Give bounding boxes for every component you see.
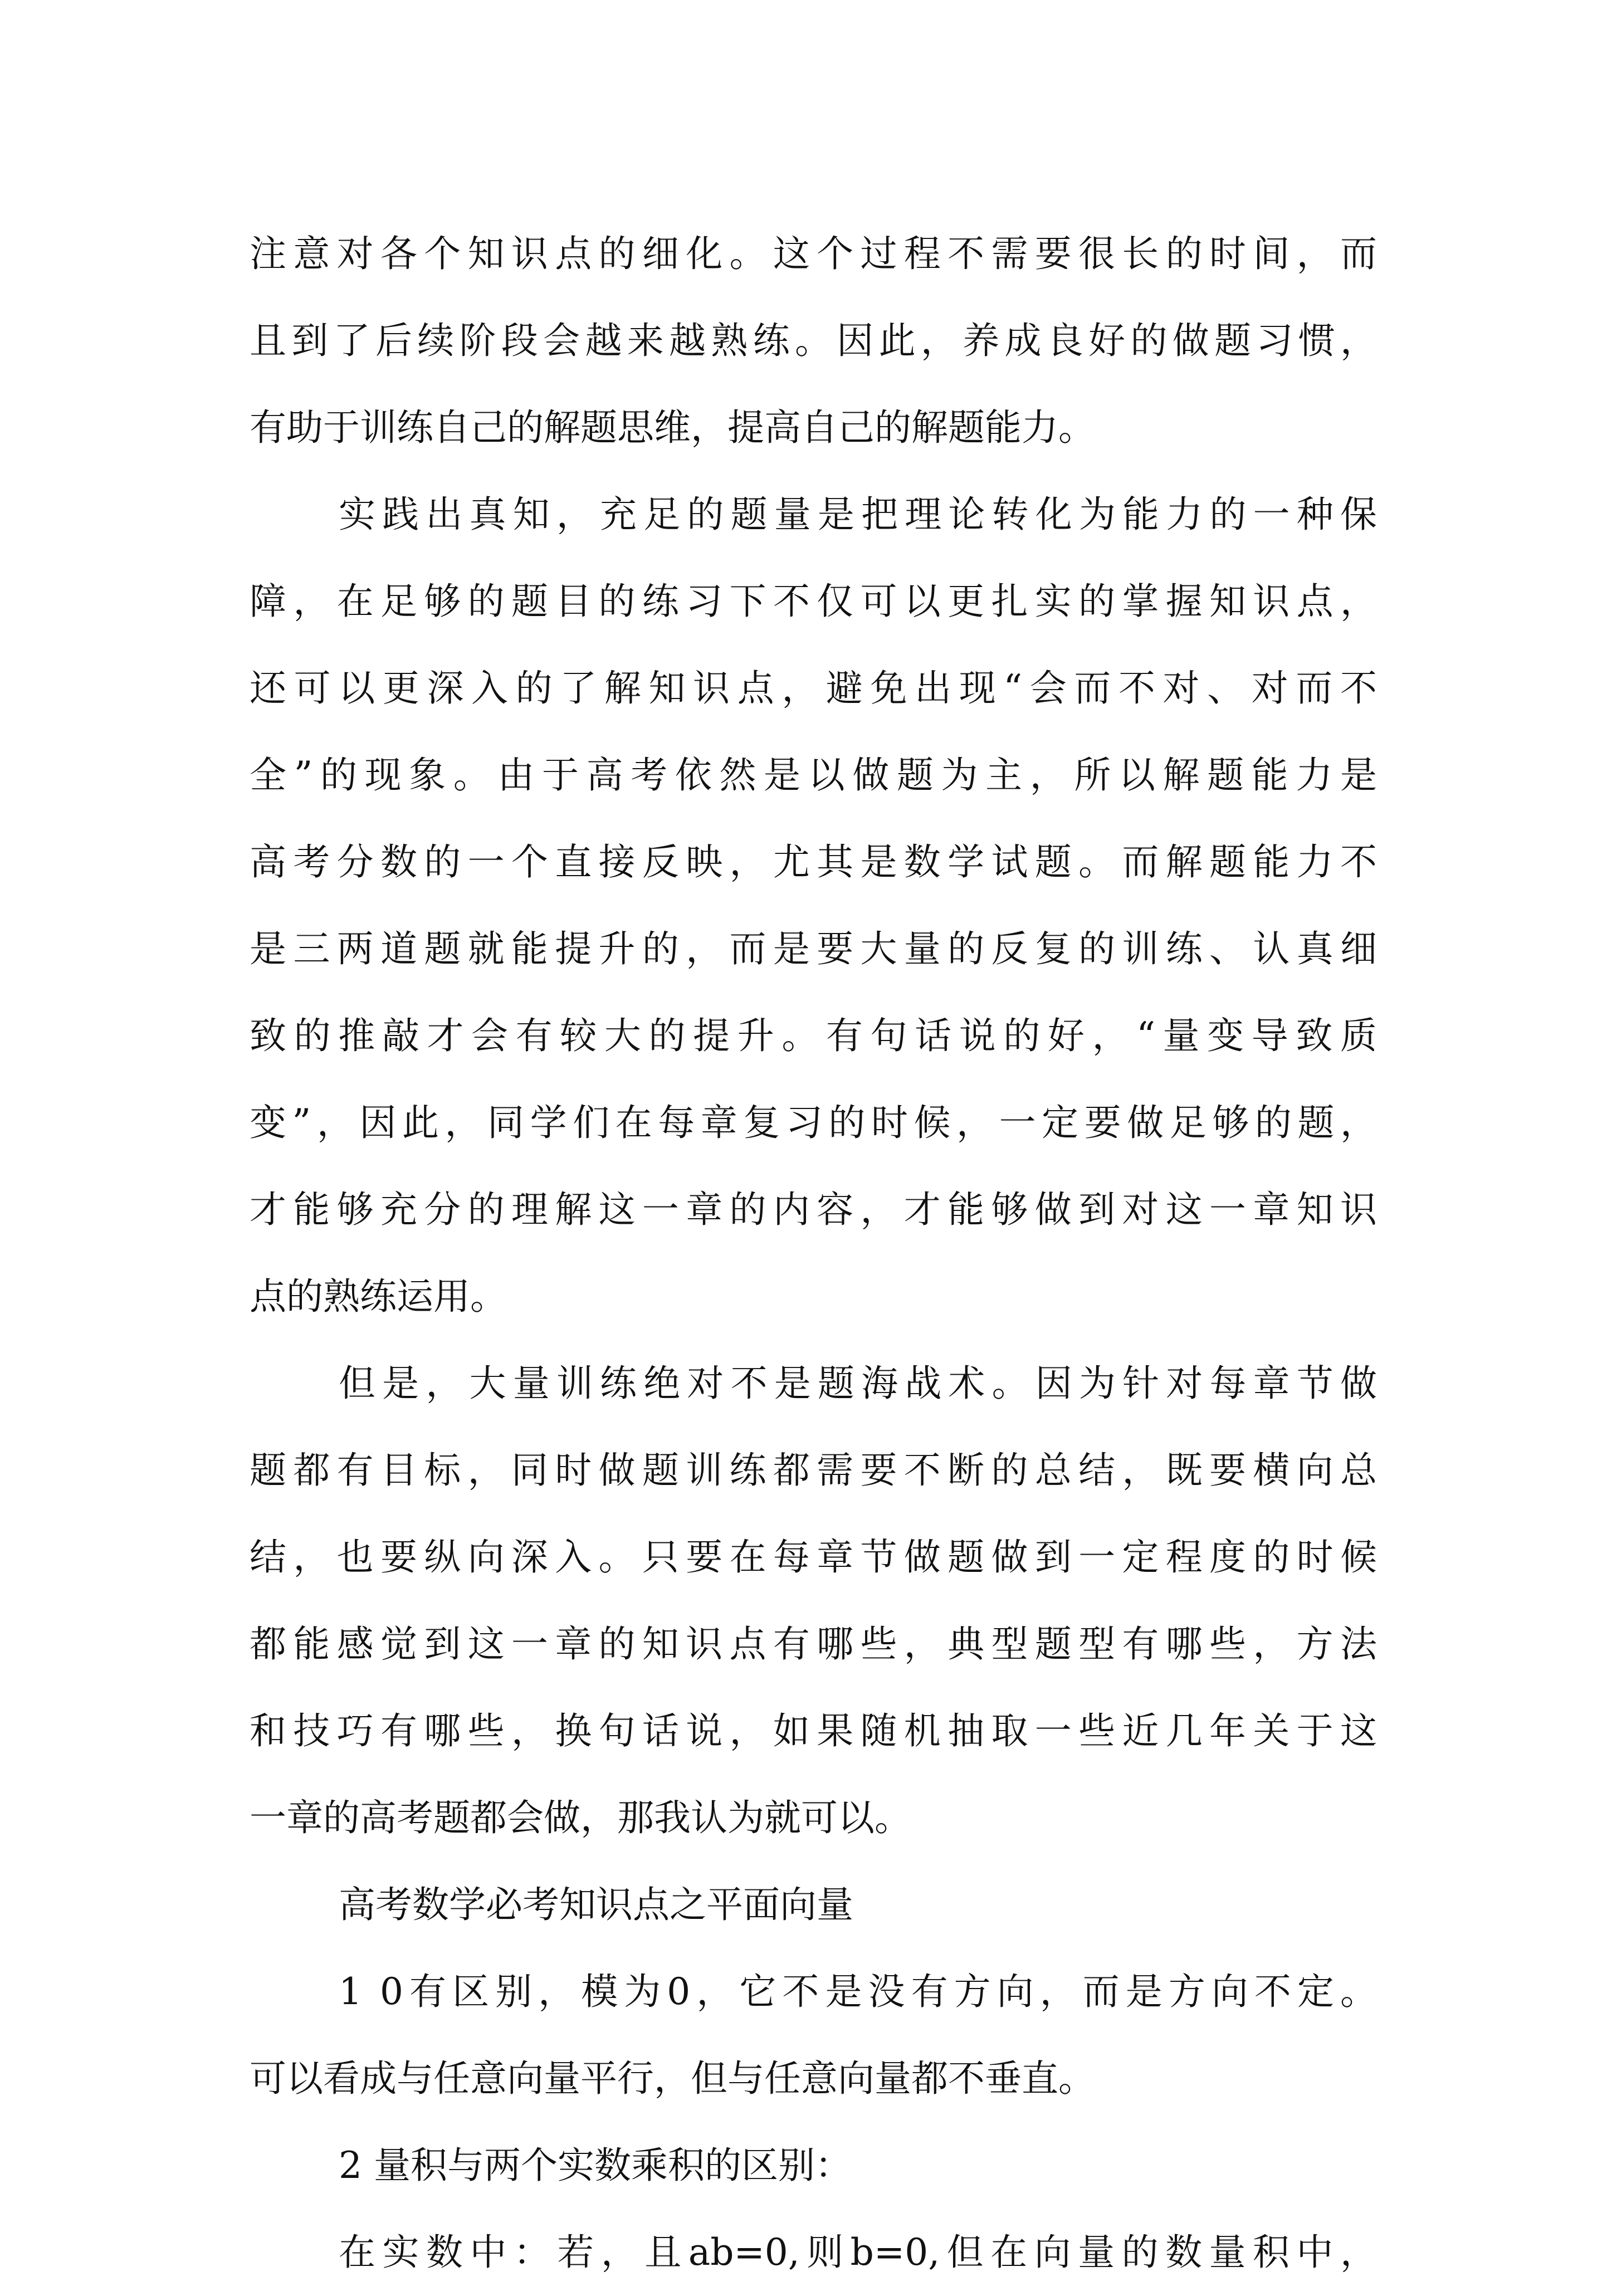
body-text — [250, 211, 1377, 2296]
text-line: 一章的高考题都会做，那我认为就可以。 — [250, 1796, 911, 1839]
text-line: 高考分数的一个直接反映，尤其是数学试题。而解题能力不 — [250, 841, 1377, 883]
text-line: 全”的现象。由于高考依然是以做题为主，所以解题能力是 — [250, 754, 1377, 797]
paragraph-first-line: 1 0有区别，模为0，它不是没有方向，而是方向不定。 — [339, 1970, 1377, 2013]
text-line: 结，也要纵向深入。只要在每章节做题做到一定程度的时候 — [250, 1536, 1377, 1579]
text-line: 才能够充分的理解这一章的内容，才能够做到对这一章知识 — [250, 1188, 1377, 1231]
text-line: 障，在足够的题目的练习下不仅可以更扎实的掌握知识点， — [250, 580, 1377, 623]
text-line: 是三两道题就能提升的，而是要大量的反复的训练、认真细 — [250, 927, 1377, 970]
text-line: 题都有目标，同时做题训练都需要不断的总结，既要横向总 — [250, 1449, 1377, 1492]
text-line: 还可以更深入的了解知识点，避免出现“会而不对、对而不 — [250, 667, 1377, 710]
paragraph-first-line: 在实数中：若，且ab=0,则b=0,但在向量的数量积中， — [339, 2231, 1377, 2274]
text-line: 可以看成与任意向量平行，但与任意向量都不垂直。 — [250, 2057, 1095, 2100]
paragraph-first-line: 实践出真知，充足的题量是把理论转化为能力的一种保 — [339, 493, 1377, 536]
text-line: 和技巧有哪些，换句话说，如果随机抽取一些近几年关于这 — [250, 1709, 1377, 1752]
text-line: 点的熟练运用。 — [250, 1275, 507, 1318]
text-line: 致的推敲才会有较大的提升。有句话说的好，“量变导致质 — [250, 1014, 1377, 1057]
text-line: 变”，因此，同学们在每章复习的时候，一定要做足够的题， — [250, 1101, 1377, 1144]
section-heading: 高考数学必考知识点之平面向量 — [339, 1883, 853, 1926]
text-line: 且到了后续阶段会越来越熟练。因此，养成良好的做题习惯， — [250, 319, 1377, 362]
paragraph-first-line: 但是，大量训练绝对不是题海战术。因为针对每章节做 — [339, 1362, 1377, 1405]
text-line: 都能感觉到这一章的知识点有哪些，典型题型有哪些，方法 — [250, 1623, 1377, 1665]
text-line: 有助于训练自己的解题思维，提高自己的解题能力。 — [250, 406, 1095, 449]
text-line: 注意对各个知识点的细化。这个过程不需要很长的时间，而 — [250, 232, 1377, 275]
paragraph-first-line: 2 量积与两个实数乘积的区别： — [339, 2144, 852, 2187]
